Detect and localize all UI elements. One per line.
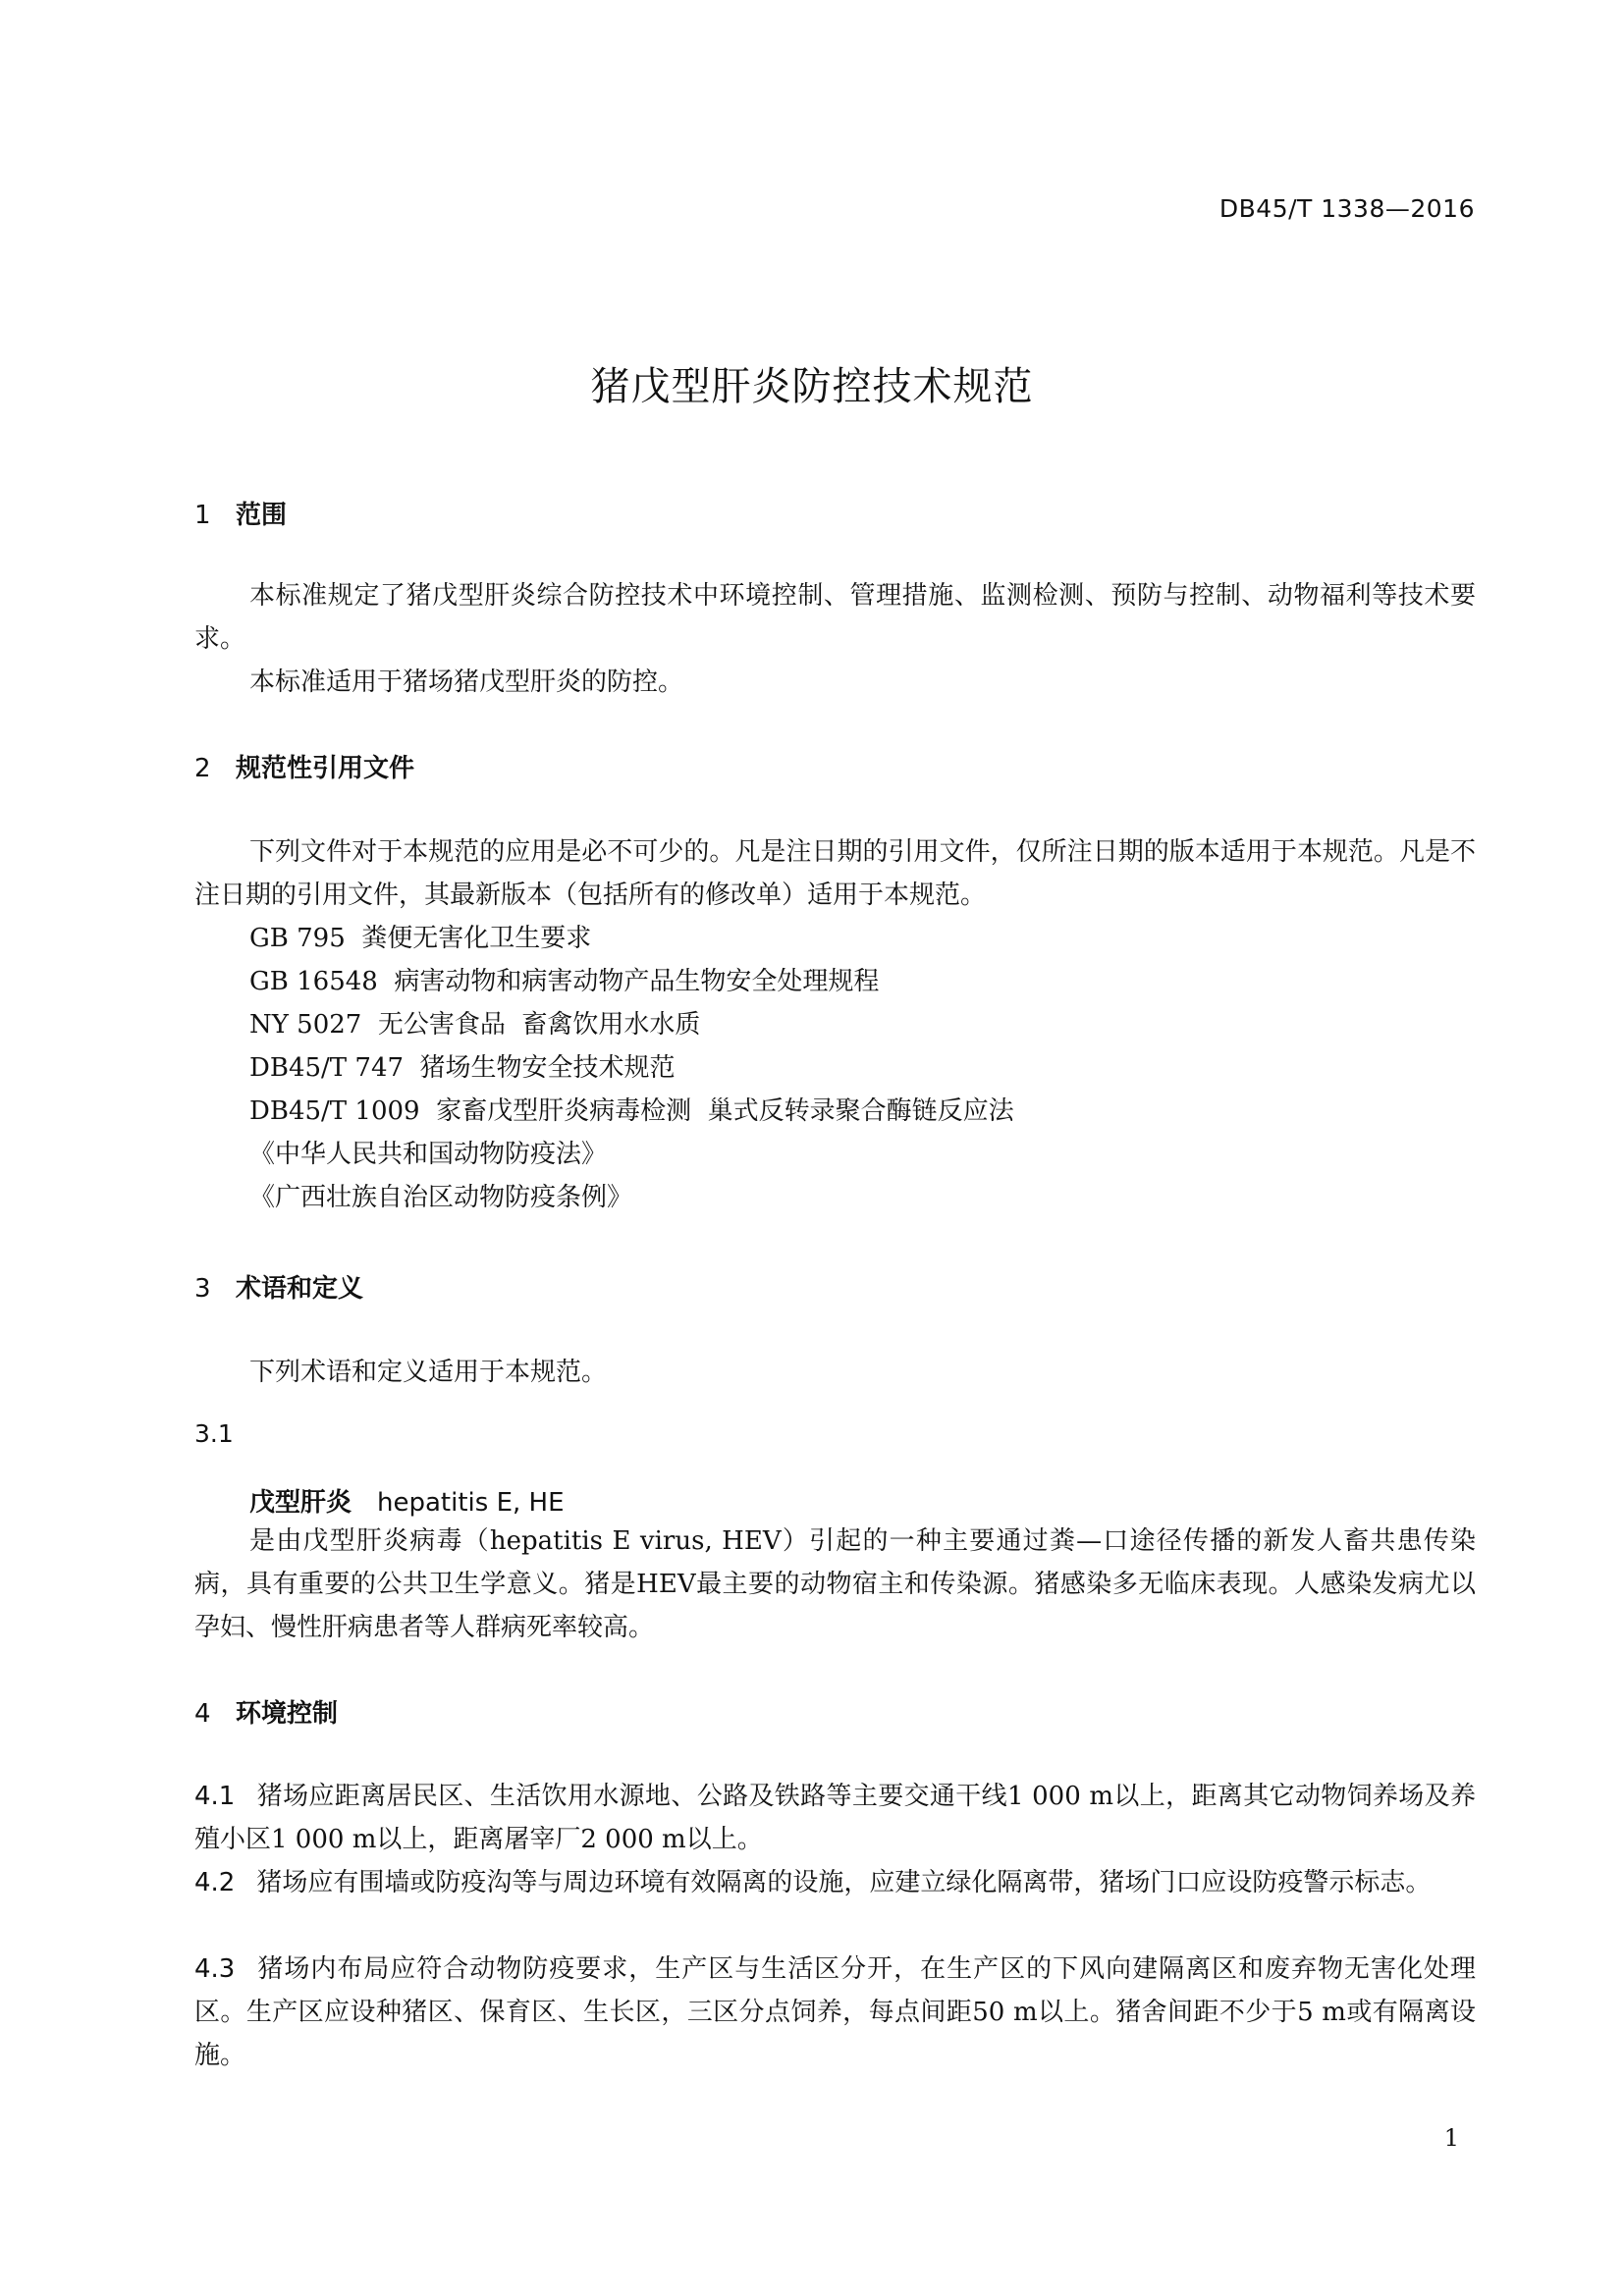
section-title: 术语和定义	[236, 1274, 364, 1304]
section-number: 2	[194, 754, 211, 783]
page-number: 1	[1443, 2124, 1459, 2152]
section-1-paragraph-1: 本标准规定了猪戊型肝炎综合防控技术中环境控制、管理措施、监测检测、预防与控制、动物福利等技术要求。	[194, 581, 1476, 654]
term-chinese: 戊型肝炎	[249, 1488, 352, 1518]
document-title: 猪戊型肝炎防控技术规范	[590, 364, 1034, 409]
section-2-paragraph-1: 下列文件对于本规范的应用是必不可少的。凡是注日期的引用文件，仅所注日期的版本适用于本规范。凡是不注日期的引用文件，其最新版本（包括所有的修改单）适用于本规范。	[194, 837, 1476, 910]
clause-number: 4.2	[194, 1868, 236, 1897]
clause-4-3	[194, 1948, 1476, 2077]
reference-item: 《中华人民共和国动物防疫法》	[249, 1140, 608, 1169]
section-3-heading	[194, 1268, 363, 1305]
clause-number: 4.3	[194, 1954, 236, 1984]
clause-text: 猪场内布局应符合动物防疫要求，生产区与生活区分开，在生产区的下风向建隔离区和废弃物无害化处理区。生产区应设种猪区、保育区、生长区，三区分点饲养，每点间距50 m以上。猪舍间距不少于5 m或有隔离设施。	[194, 1954, 1476, 2070]
clause-text: 猪场应距离居民区、生活饮用水源地、公路及铁路等主要交通干线1 000 m以上，距离其它动物饲养场及养殖小区1 000 m以上，距离屠宰厂2 000 m以上。	[194, 1782, 1476, 1854]
section-number: 1	[194, 501, 211, 530]
section-number: 4	[194, 1699, 211, 1729]
reference-item: 《广西壮族自治区动物防疫条例》	[249, 1183, 633, 1212]
document-code: DB45/T 1338—2016	[1218, 194, 1475, 223]
section-title: 范围	[236, 501, 288, 530]
clause-4-1	[194, 1775, 1476, 1861]
reference-item: NY 5027 无公害食品 畜禽饮用水水质	[249, 1010, 701, 1040]
reference-item: GB 795 粪便无害化卫生要求	[249, 924, 592, 953]
section-3-paragraph-1: 下列术语和定义适用于本规范。	[249, 1358, 608, 1387]
term-number: 3.1	[194, 1419, 234, 1448]
reference-item: DB45/T 1009 家畜戊型肝炎病毒检测 巢式反转录聚合酶链反应法	[249, 1096, 1014, 1126]
clause-4-2	[194, 1861, 1476, 1904]
reference-item: GB 16548 病害动物和病害动物产品生物安全处理规程	[249, 967, 880, 996]
section-2-heading	[194, 748, 414, 784]
section-number: 3	[194, 1274, 211, 1304]
clause-text: 猪场应有围墙或防疫沟等与周边环境有效隔离的设施，应建立绿化隔离带，猪场门口应设防疫警示标志。	[256, 1868, 1432, 1897]
section-title: 规范性引用文件	[236, 754, 415, 783]
clause-number: 4.1	[194, 1782, 236, 1811]
section-title: 环境控制	[236, 1699, 339, 1729]
term-definition: 是由戊型肝炎病毒（hepatitis E virus, HEV）引起的一种主要通过粪—口途径传播的新发人畜共患传染病，具有重要的公共卫生学意义。猪是HEV最主要的动物宿主和传染源。猪感染多无临床表现。人感染发病尤以孕妇、慢性肝病患者等人群病死率较高。	[194, 1526, 1476, 1642]
term-heading	[249, 1482, 565, 1519]
section-1-heading	[194, 495, 287, 531]
term-english: hepatitis E, HE	[377, 1488, 565, 1518]
section-1-paragraph-2: 本标准适用于猪场猪戊型肝炎的防控。	[249, 667, 684, 697]
reference-item: DB45/T 747 猪场生物安全技术规范	[249, 1053, 676, 1083]
section-4-heading	[194, 1693, 338, 1730]
